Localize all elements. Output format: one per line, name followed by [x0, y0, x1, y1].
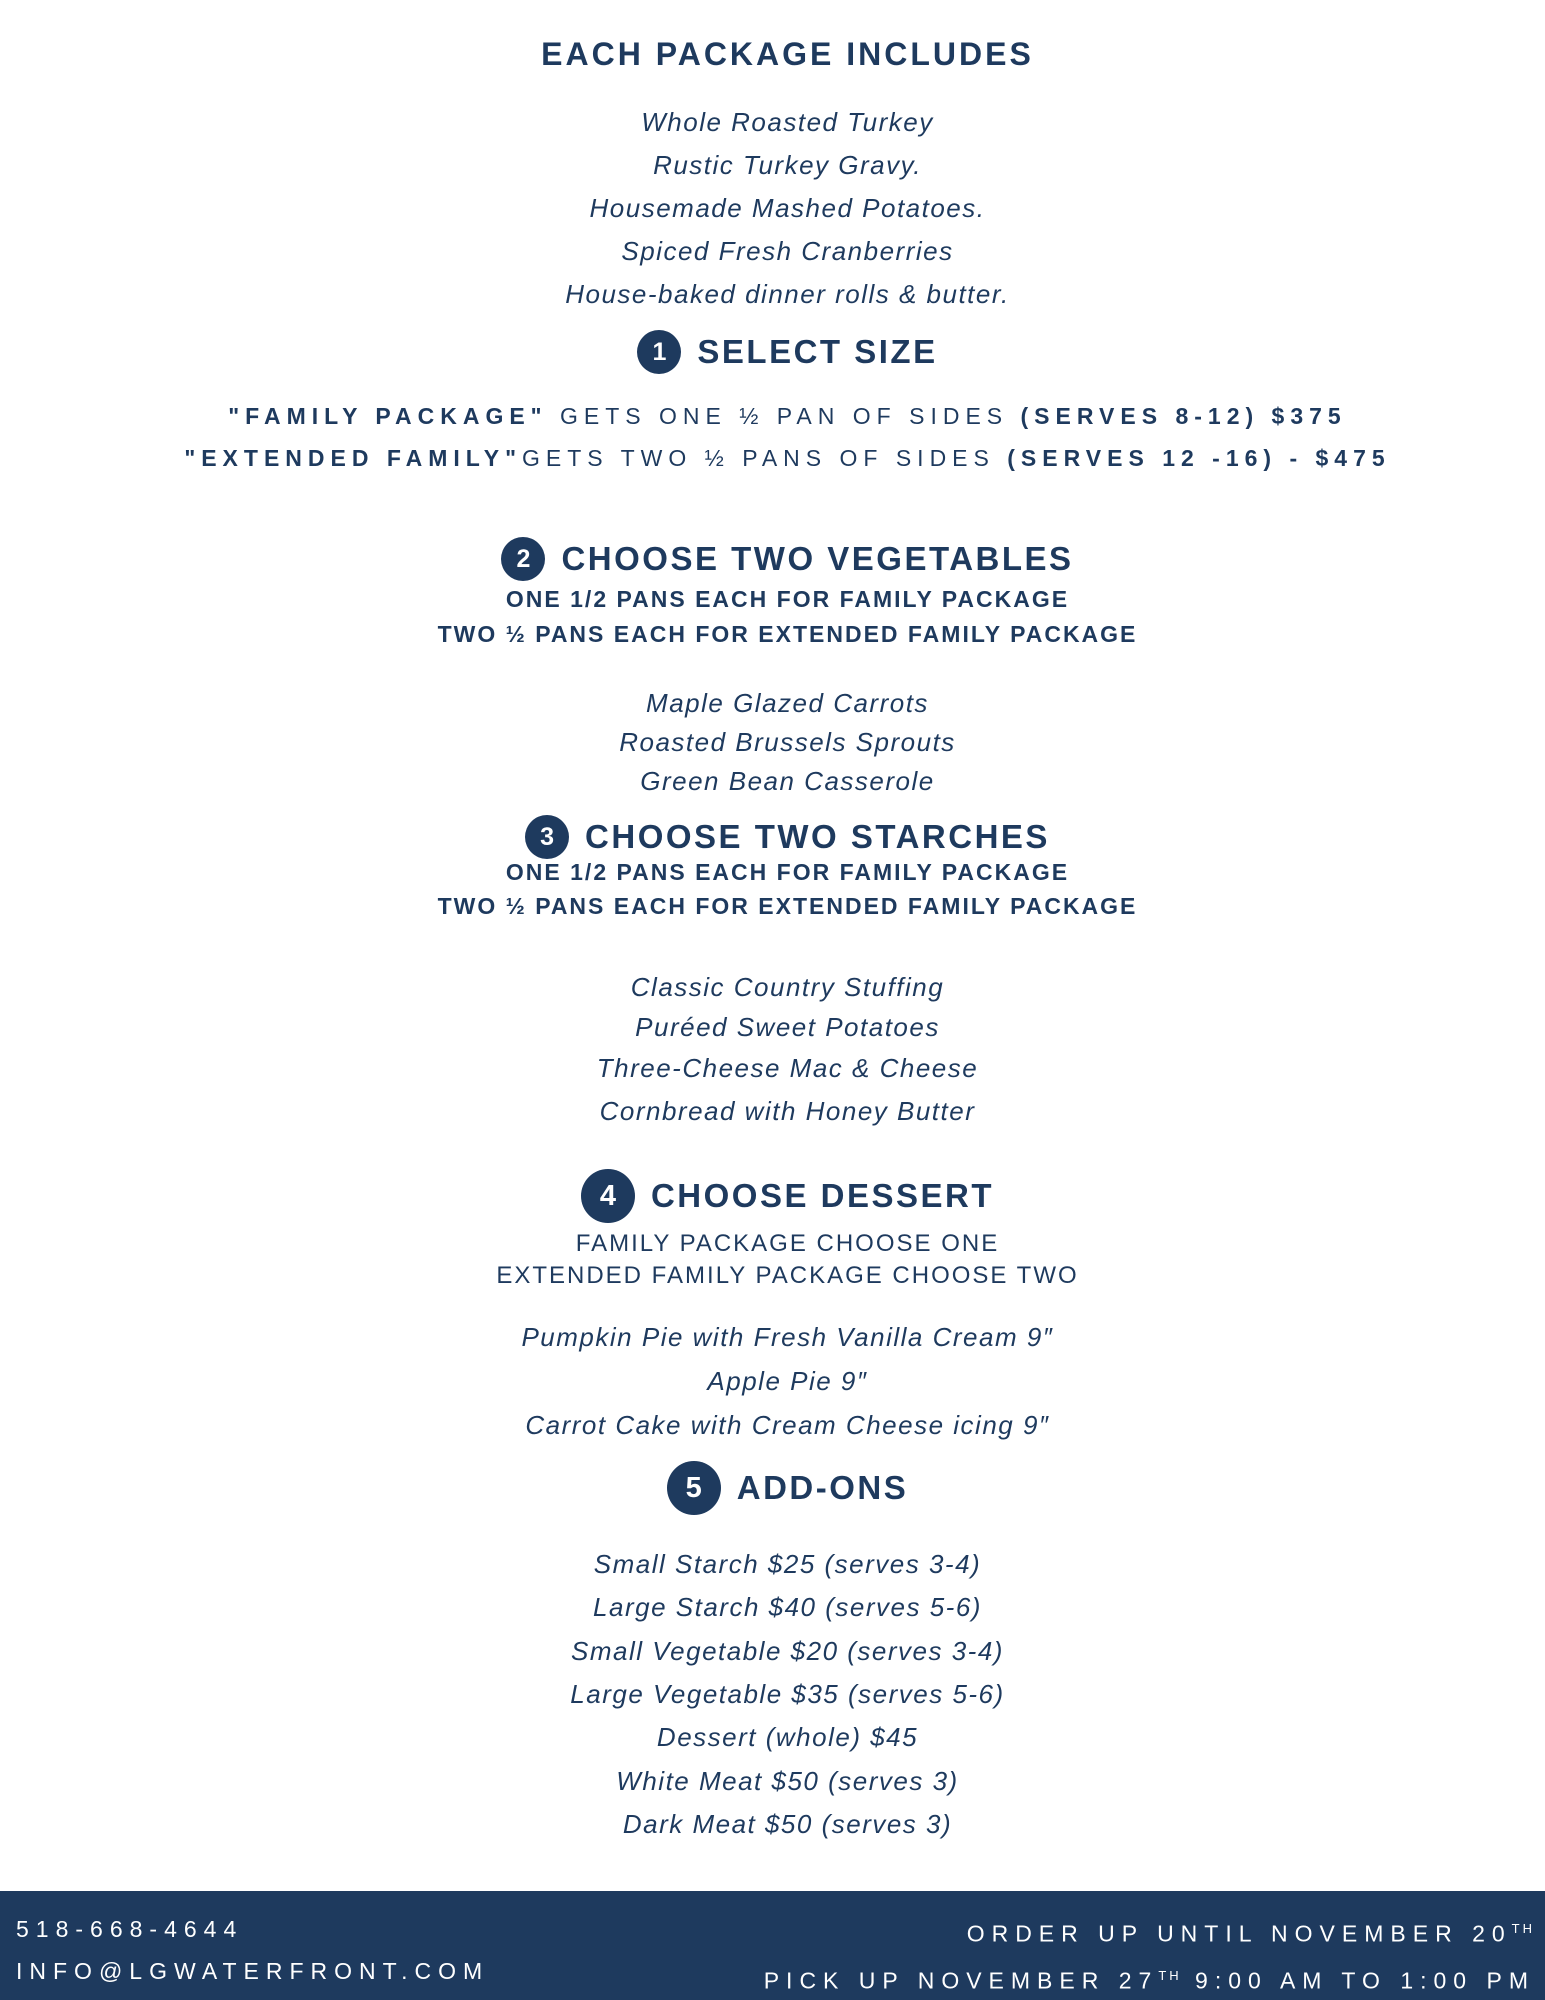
- starches-subtext-1: ONE 1/2 PANS EACH FOR FAMILY PACKAGE: [505, 859, 1070, 885]
- addon-item: White Meat $50 (serves 3): [616, 1766, 959, 1796]
- section-starches-header: [30, 815, 1545, 859]
- dessert-subtext-1: FAMILY PACKAGE CHOOSE ONE: [575, 1230, 1000, 1257]
- vegetable-item: Green Bean Casserole: [640, 766, 935, 796]
- step-1-badge: 1: [637, 330, 681, 374]
- dessert-subtext-2: EXTENDED FAMILY PACKAGE CHOOSE TWO: [496, 1262, 1079, 1289]
- included-item: Whole Roasted Turkey: [641, 107, 934, 137]
- extended-family-package-line: [30, 443, 1545, 473]
- starch-item: Classic Country Stuffing: [630, 972, 945, 1002]
- package-name: "EXTENDED FAMILY": [184, 445, 522, 471]
- step-4-badge: 4: [581, 1169, 635, 1223]
- family-package-line: [30, 401, 1545, 431]
- pickup-info: [764, 1962, 1535, 1995]
- addon-item: Dessert (whole) $45: [656, 1722, 919, 1752]
- section-title: CHOOSE TWO STARCHES: [585, 818, 1050, 855]
- starches-subtext-2: TWO ½ PANS EACH FOR EXTENDED FAMILY PACKAGE: [437, 893, 1138, 919]
- pickup-text: PICK UP NOVEMBER 27: [763, 1967, 1159, 1994]
- section-title: CHOOSE DESSERT: [650, 1177, 995, 1214]
- email-address: INFO@LGWATERFRONT.COM: [16, 1958, 490, 1984]
- section-title: ADD-ONS: [736, 1469, 909, 1506]
- vegetables-subtext-2: TWO ½ PANS EACH FOR EXTENDED FAMILY PACKAGE: [437, 621, 1138, 647]
- package-desc: GETS TWO ½ PANS OF SIDES: [521, 445, 1008, 471]
- step-2-badge: 2: [501, 537, 545, 581]
- footer-contact: [16, 1915, 489, 1985]
- vegetables-subtext-1: ONE 1/2 PANS EACH FOR FAMILY PACKAGE: [505, 586, 1070, 612]
- includes-title: EACH PACKAGE INCLUDES: [541, 36, 1034, 72]
- section-vegetables-header: [30, 537, 1545, 581]
- pickup-time: 9:00 AM TO 1:00 PM: [1181, 1967, 1535, 1994]
- footer-bar: [0, 1891, 1545, 2000]
- starch-item: Puréed Sweet Potatoes: [635, 1012, 940, 1042]
- addon-item: Small Starch $25 (serves 3-4): [593, 1549, 982, 1579]
- package-price: (SERVES 8-12) $375: [1020, 403, 1347, 429]
- section-select-size-header: [30, 330, 1545, 374]
- included-item: Spiced Fresh Cranberries: [621, 236, 954, 266]
- starch-item: Cornbread with Honey Butter: [599, 1096, 976, 1126]
- dessert-item: Pumpkin Pie with Fresh Vanilla Cream 9″: [521, 1322, 1054, 1352]
- footer-dates: [764, 1915, 1535, 1994]
- step-5-badge: 5: [667, 1461, 721, 1515]
- addon-item: Large Vegetable $35 (serves 5-6): [570, 1679, 1005, 1709]
- vegetable-item: Maple Glazed Carrots: [646, 688, 929, 718]
- order-deadline-text: ORDER UP UNTIL NOVEMBER 20: [966, 1920, 1512, 1947]
- package-desc: GETS ONE ½ PAN OF SIDES: [547, 403, 1021, 429]
- step-3-badge: 3: [525, 815, 569, 859]
- package-name: "FAMILY PACKAGE": [228, 403, 548, 429]
- order-deadline: [967, 1915, 1535, 1948]
- section-title: SELECT SIZE: [697, 333, 938, 370]
- ordinal-suffix: TH: [1511, 1921, 1535, 1936]
- section-title: CHOOSE TWO VEGETABLES: [561, 540, 1074, 577]
- dessert-item: Apple Pie 9″: [707, 1366, 868, 1396]
- section-addons-header: [30, 1461, 1545, 1515]
- included-item: House-baked dinner rolls & butter.: [565, 279, 1010, 309]
- addon-item: Dark Meat $50 (serves 3): [622, 1809, 953, 1839]
- starch-item: Three-Cheese Mac & Cheese: [596, 1053, 979, 1083]
- ordinal-suffix: TH: [1158, 1967, 1182, 1983]
- included-item: Rustic Turkey Gravy.: [653, 150, 922, 180]
- dessert-item: Carrot Cake with Cream Cheese icing 9″: [525, 1410, 1050, 1440]
- package-price: (SERVES 12 -16) - $475: [1007, 445, 1391, 471]
- vegetable-item: Roasted Brussels Sprouts: [619, 727, 956, 757]
- section-dessert-header: [30, 1169, 1545, 1223]
- addon-item: Small Vegetable $20 (serves 3-4): [571, 1636, 1004, 1666]
- addon-item: Large Starch $40 (serves 5-6): [593, 1592, 982, 1622]
- phone-number: 518-668-4644: [16, 1916, 244, 1942]
- included-item: Housemade Mashed Potatoes.: [589, 193, 986, 223]
